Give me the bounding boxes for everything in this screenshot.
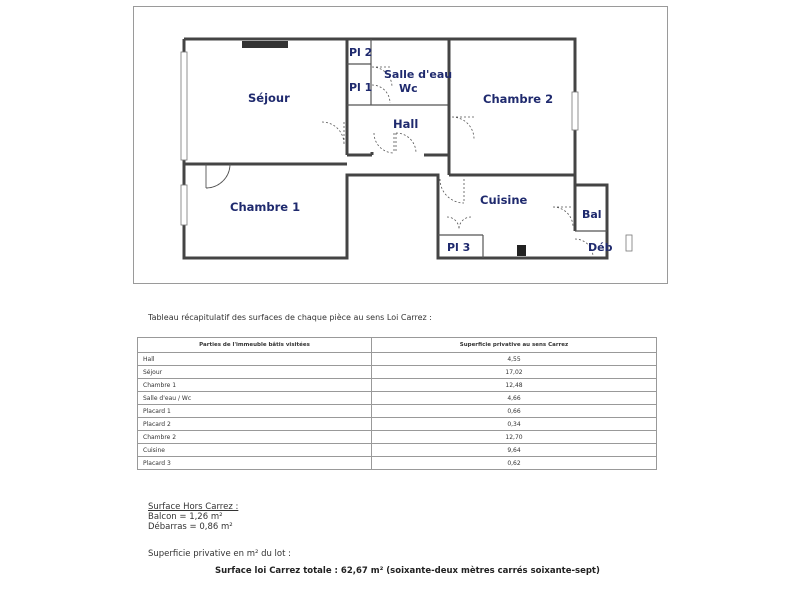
cell-part: Hall (138, 353, 372, 366)
cell-surface: 0,34 (372, 418, 657, 431)
window (181, 52, 187, 160)
debarras-surface: Débarras = 0,86 m² (148, 522, 233, 532)
room-label-chambre2: Chambre 2 (483, 92, 554, 106)
cell-surface: 0,66 (372, 405, 657, 418)
cell-surface: 17,02 (372, 366, 657, 379)
window (572, 92, 578, 130)
floor-plan-drawing (134, 7, 669, 285)
balcon-surface: Balcon = 1,26 m² (148, 512, 223, 522)
cell-surface: 4,66 (372, 392, 657, 405)
room-label-salle-eau: Salle d'eau (384, 68, 453, 81)
cell-part: Séjour (138, 366, 372, 379)
cell-part: Cuisine (138, 444, 372, 457)
cell-surface: 9,64 (372, 444, 657, 457)
hors-carrez-section (148, 502, 238, 532)
table-row (138, 431, 657, 444)
table-row (138, 405, 657, 418)
radiator (242, 41, 288, 48)
cell-part: Chambre 1 (138, 379, 372, 392)
table-row (138, 457, 657, 470)
column-header-parts: Parties de l'immeuble bâtis visitées (138, 338, 372, 353)
room-label-cuisine: Cuisine (480, 193, 528, 207)
table-row (138, 379, 657, 392)
column-header-surface: Superficie privative au sens Carrez (372, 338, 657, 353)
room-label-pl2: Pl 2 (349, 46, 373, 59)
table-header-row (138, 338, 657, 353)
cell-part: Placard 1 (138, 405, 372, 418)
table-row (138, 418, 657, 431)
window (626, 235, 632, 251)
cell-surface: 4,55 (372, 353, 657, 366)
cell-part: Placard 3 (138, 457, 372, 470)
cell-surface: 12,48 (372, 379, 657, 392)
cell-surface: 0,62 (372, 457, 657, 470)
hors-carrez-title: Surface Hors Carrez : (148, 502, 239, 512)
room-label-sejour: Séjour (248, 91, 290, 105)
floor-plan (133, 6, 668, 284)
table-row (138, 366, 657, 379)
room-label-hall: Hall (393, 117, 419, 131)
room-label-bal: Bal (582, 208, 602, 221)
cell-part: Chambre 2 (138, 431, 372, 444)
cell-part: Placard 2 (138, 418, 372, 431)
room-label-pl3: Pl 3 (447, 241, 471, 254)
table-row (138, 353, 657, 366)
cell-part: Salle d'eau / Wc (138, 392, 372, 405)
surface-table (137, 337, 657, 470)
cell-surface: 12,70 (372, 431, 657, 444)
window (181, 185, 187, 225)
table-row (138, 392, 657, 405)
table-row (138, 444, 657, 457)
room-label-deb: Déb (588, 241, 613, 254)
room-label-chambre1: Chambre 1 (230, 200, 301, 214)
room-label-pl1: Pl 1 (349, 81, 373, 94)
total-carrez-surface: Surface loi Carrez totale : 62,67 m² (soixante-deux mètres carrés soixante-sept) (215, 566, 600, 576)
lot-surface-label: Superficie privative en m² du lot : (148, 549, 292, 559)
table-caption: Tableau récapitulatif des surfaces de chaque pièce au sens Loi Carrez : (148, 313, 432, 322)
room-label-wc: Wc (399, 82, 418, 95)
appliance (517, 245, 526, 256)
